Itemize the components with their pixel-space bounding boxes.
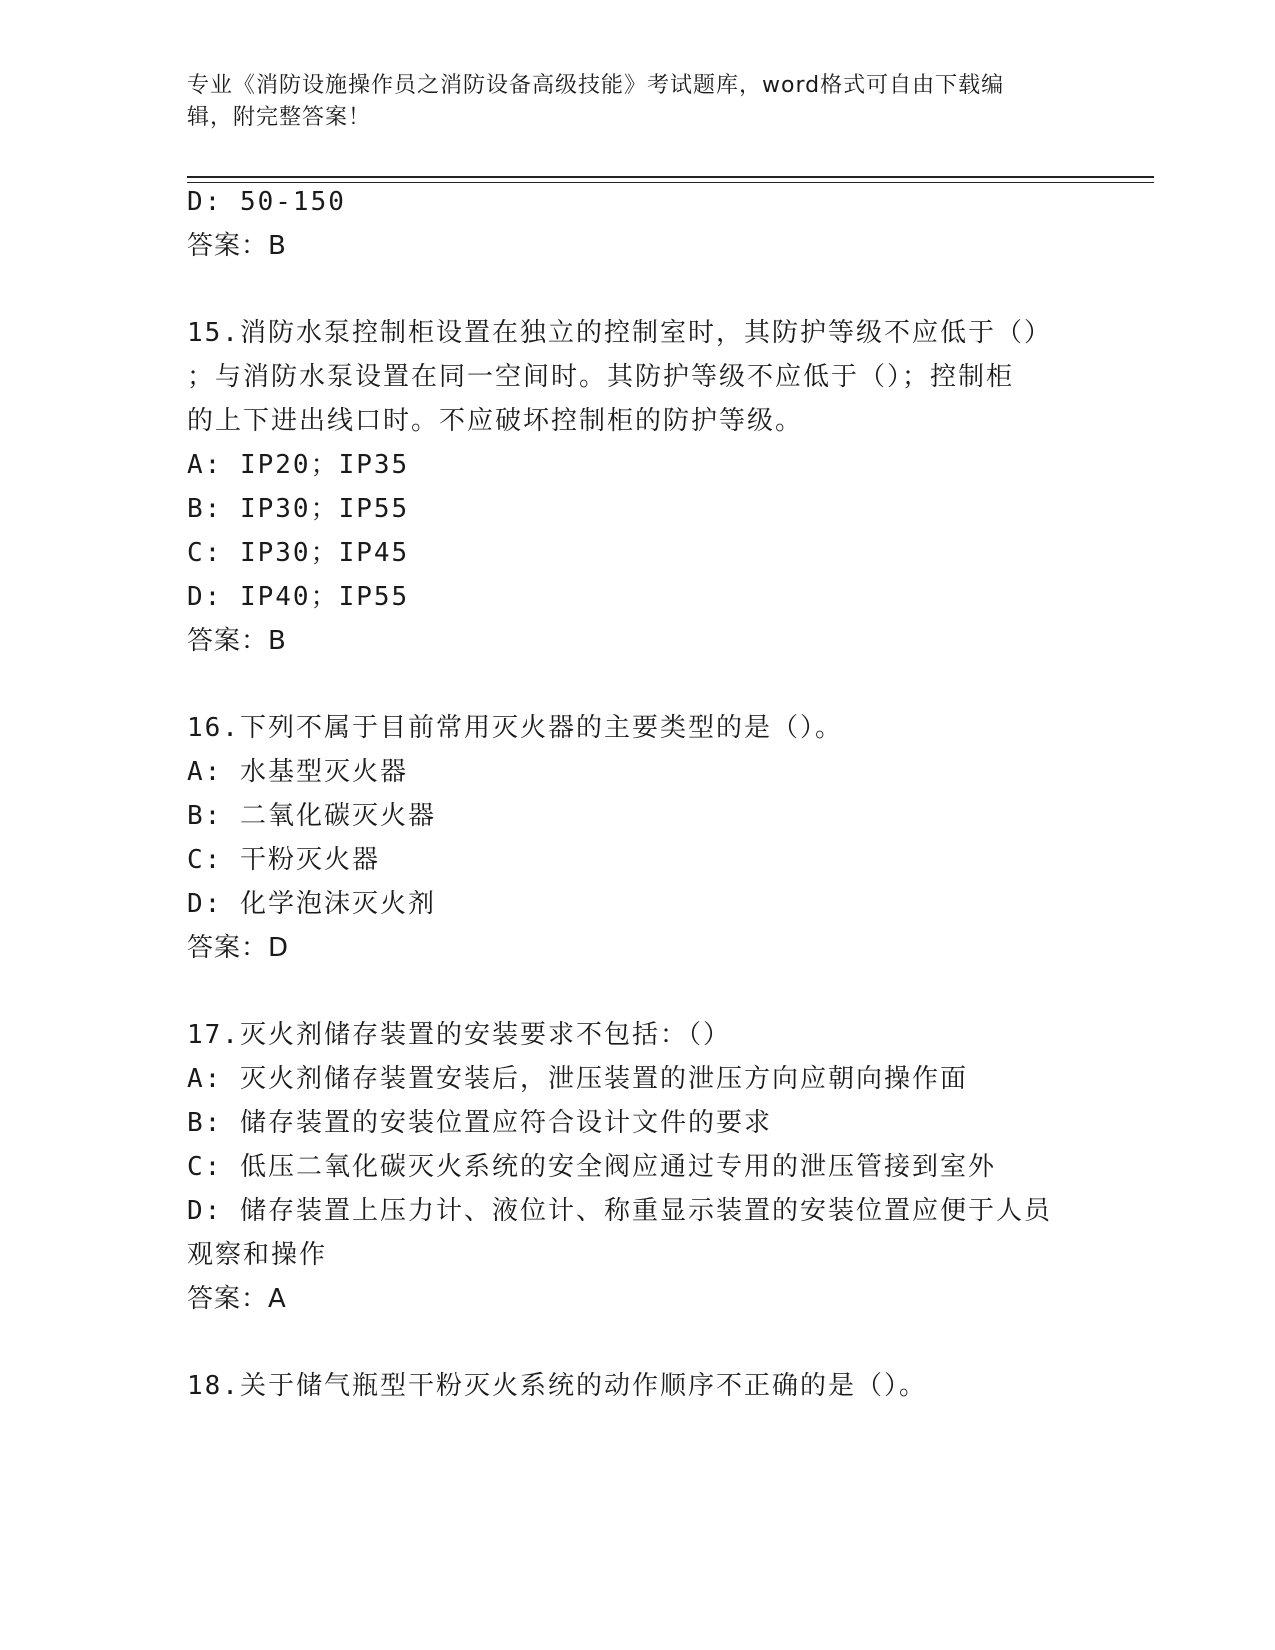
q17-answer: 答案：A [187, 1284, 287, 1314]
prev-answer: 答案：B [187, 231, 287, 261]
q17-option-a: A: 灭火剂储存装置安装后，泄压装置的泄压方向应朝向操作面 [187, 1064, 968, 1094]
header-rule-thick [187, 176, 1154, 178]
q16-stem: 16.下列不属于目前常用灭火器的主要类型的是（）。 [187, 713, 843, 743]
q17-option-c: C: 低压二氧化碳灭火系统的安全阀应通过专用的泄压管接到室外 [187, 1152, 996, 1182]
prev-option-d: D: 50-150 [187, 187, 346, 217]
q17-stem: 17.灭火剂储存装置的安装要求不包括：（） [187, 1020, 731, 1050]
page-header [187, 70, 1067, 134]
q18-stem: 18.关于储气瓶型干粉灭火系统的动作顺序不正确的是（）。 [187, 1371, 927, 1401]
q17-option-d: D: 储存装置上压力计、液位计、称重显示装置的安装位置应便于人员 [187, 1196, 1052, 1226]
q16-option-a: A: 水基型灭火器 [187, 757, 408, 787]
q17-option-d-cont: 观察和操作 [187, 1240, 328, 1270]
q15-option-a: A: IP20；IP35 [187, 450, 410, 480]
q17-option-b: B: 储存装置的安装位置应符合设计文件的要求 [187, 1108, 772, 1138]
q15-stem-line-1: 15.消防水泵控制柜设置在独立的控制室时，其防护等级不应低于（） [187, 318, 1052, 348]
q15-stem-line-3: 的上下进出线口时。不应破坏控制柜的防护等级。 [187, 406, 804, 436]
header-line-1: 专业《消防设施操作员之消防设备高级技能》考试题库，word格式可自由下载编 [187, 73, 1005, 98]
q16-option-b: B: 二氧化碳灭火器 [187, 801, 436, 831]
header-rule-thin [187, 182, 1154, 183]
q15-stem-line-2: ；与消防水泵设置在同一空间时。其防护等级不应低于（）；控制柜 [187, 362, 1015, 392]
q16-option-c: C: 干粉灭火器 [187, 845, 380, 875]
q16-option-d: D: 化学泡沫灭火剂 [187, 889, 436, 919]
header-line-2: 辑，附完整答案！ [187, 105, 372, 130]
q15-option-b: B: IP30；IP55 [187, 494, 410, 524]
q16-answer: 答案：D [187, 933, 290, 963]
q15-option-c: C: IP30；IP45 [187, 538, 410, 568]
q15-answer: 答案：B [187, 626, 287, 656]
q15-option-d: D: IP40；IP55 [187, 582, 410, 612]
